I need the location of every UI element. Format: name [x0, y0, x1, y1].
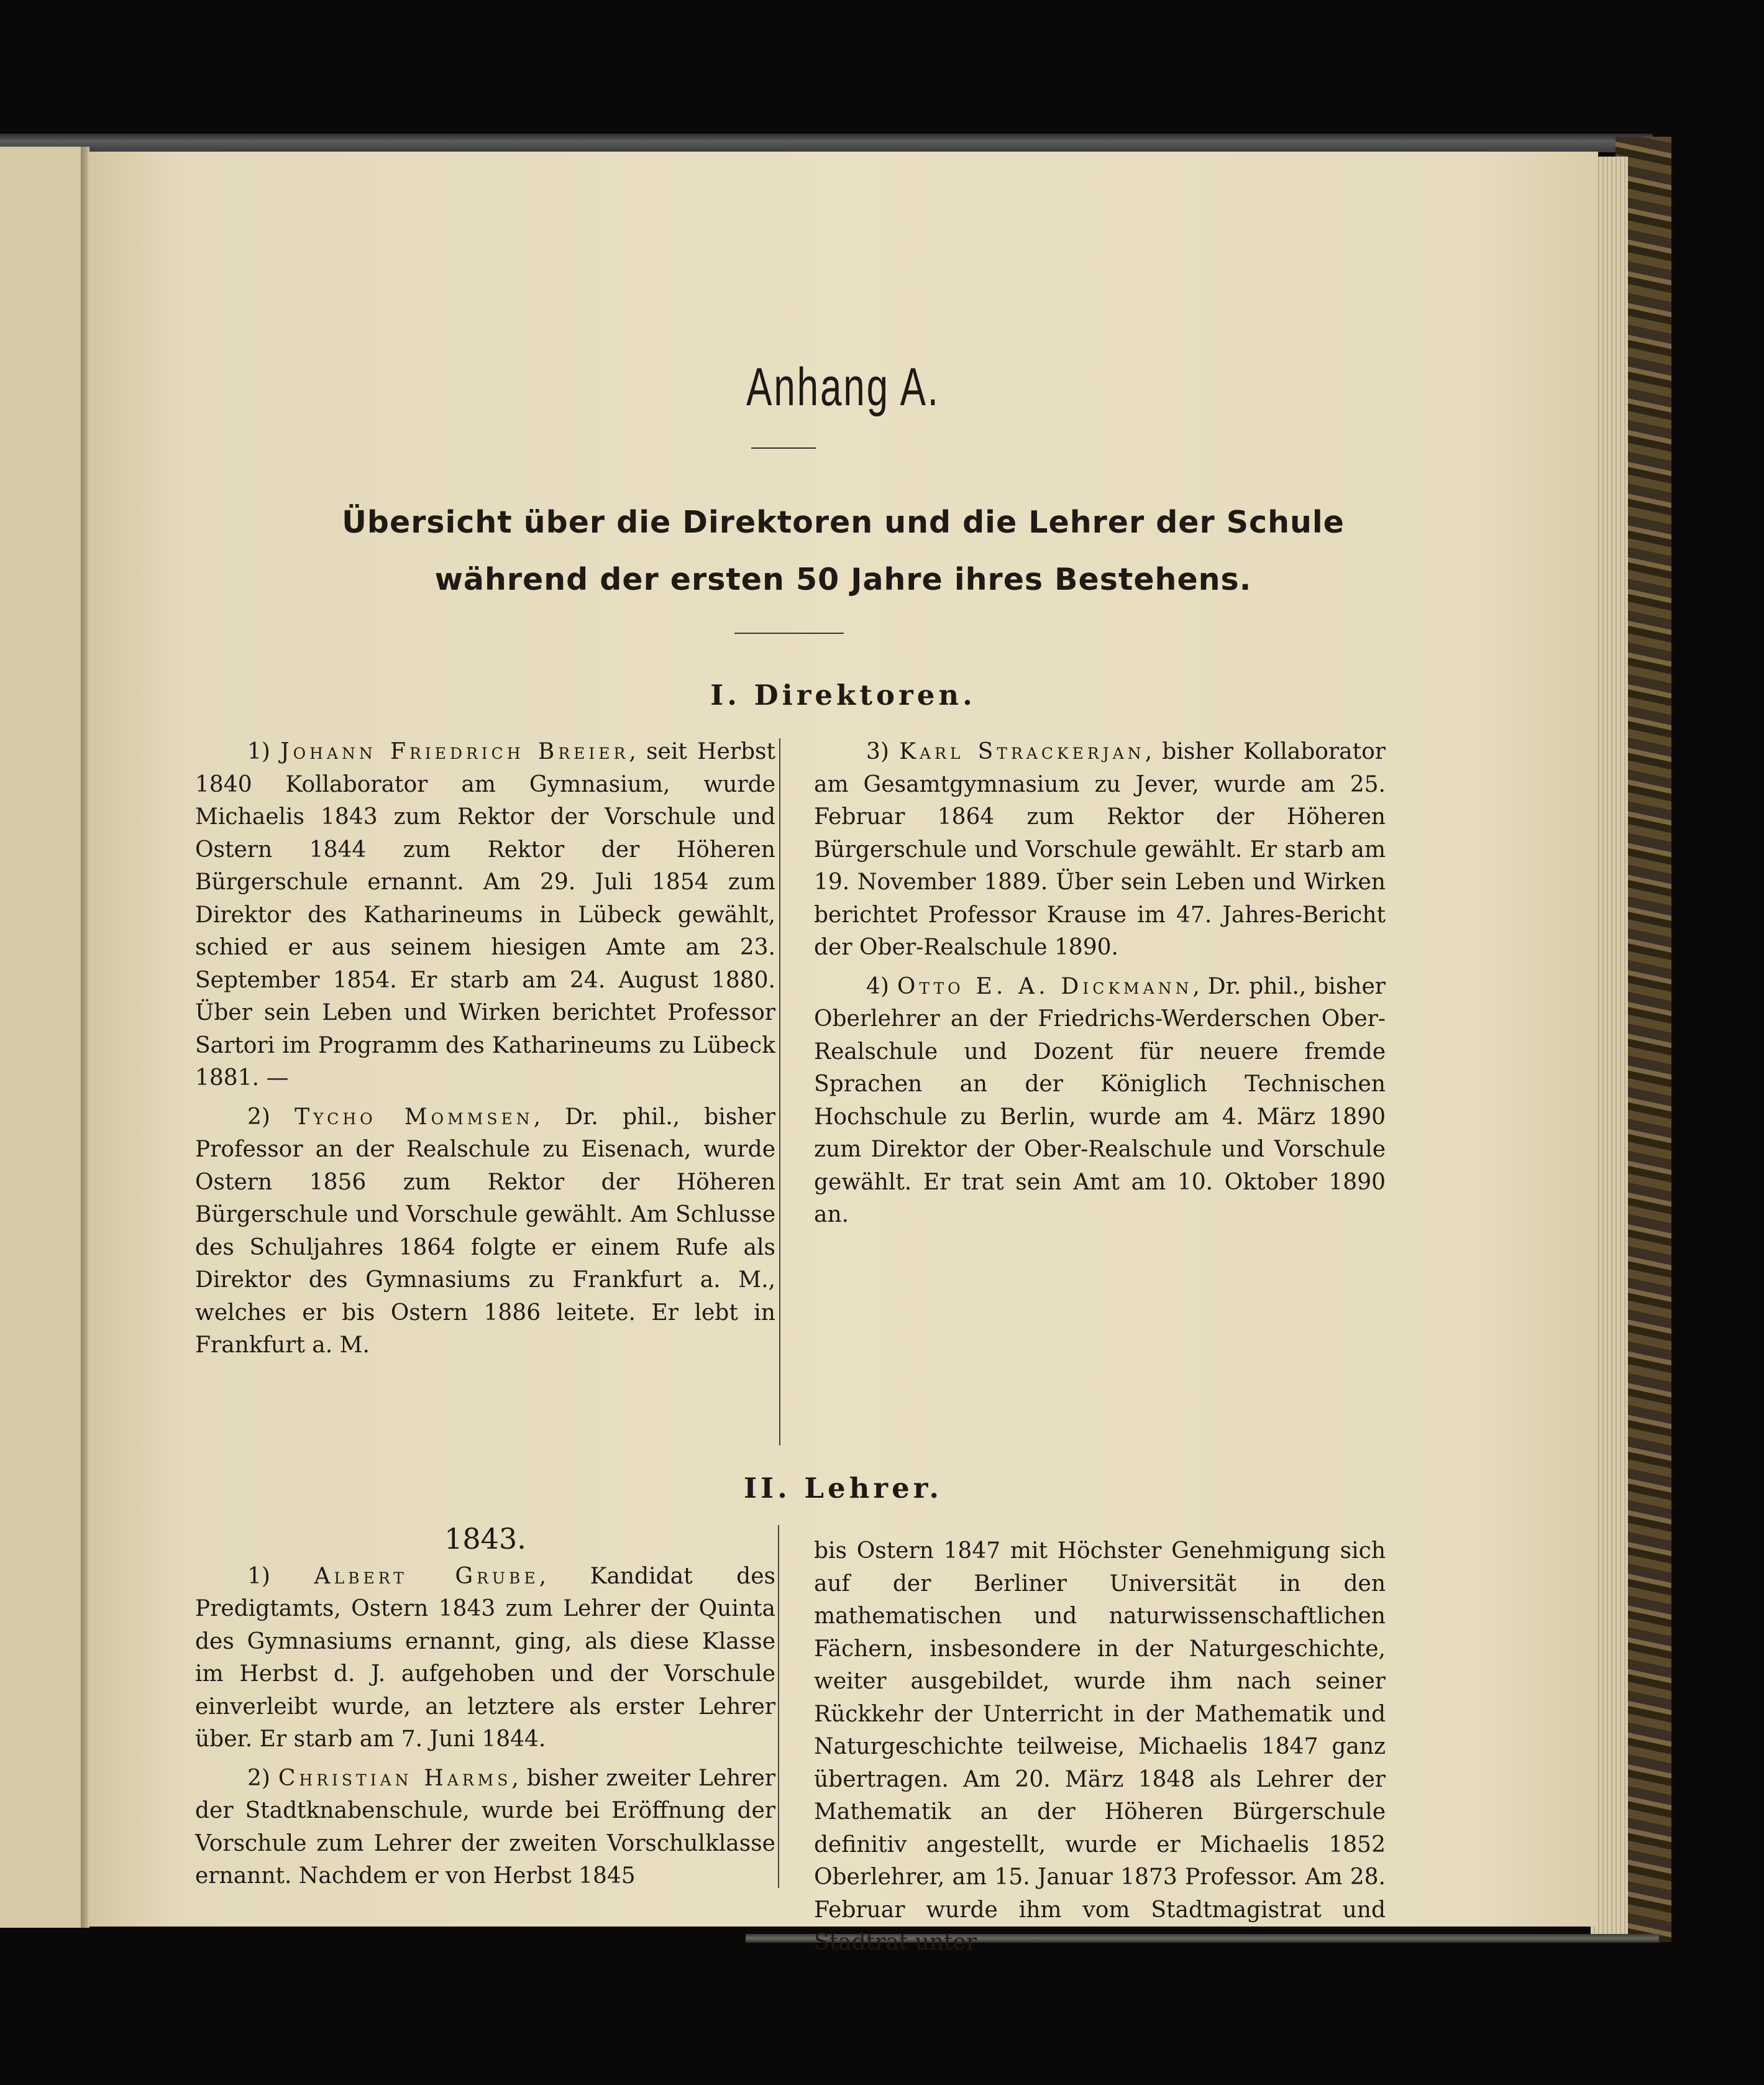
continuation-text: bis Ostern 1847 mit Höchster Genehmigung sich auf der Berliner Universität in den mathematischen und naturwissenschaftlichen Fächern, insbesondere in der Naturgeschichte, weiter ausgebildet, wurde ihm nach seiner Rückkehr der Unterricht in der Mathematik und Naturgeschichte teilweise, Michaelis 1847 ganz übertragen. Am 20. März 1848 als Lehrer der Mathematik an der Höheren Bürgerschule definitiv angestellt, wurde er Michaelis 1852 Oberlehrer, am 15. Januar 1873 Professor. Am 28. Februar wurde ihm vom Stadtmagistrat und Stadtrat unter: [814, 1538, 1386, 1955]
lehrer-right-column: [814, 1535, 1386, 1959]
person-name: Christian Harms: [278, 1765, 512, 1791]
direktor-entry: 2) Tycho Mommsen, Dr. phil., bisher Professor an der Realschule zu Eisenach, wurde Ostern 1856 zum Rektor der Höheren Bürgerschule und Vorschule gewählt. Am Schlusse des Schuljahres 1864 folgte er einem Rufe als Direktor des Gymnasiums zu Frankfurt a. M., welches er bis Ostern 1886 leitete. Er lebt in Frankfurt a. M.: [195, 1104, 775, 1358]
person-name: Albert Grube: [314, 1563, 539, 1589]
right-page: [88, 152, 1598, 1955]
lehrer-entry: 1) Albert Grube, Kandidat des Predigtamts, Ostern 1843 zum Lehrer der Quinta des Gymnasiums ernannt, ging, als diese Klasse im Herbst d. J. aufgehoben und der Vorschule einverleibt wurde, an letztere als erster Lehrer über. Er starb am 7. Juni 1844.: [195, 1563, 776, 1752]
lehrer-left-column: [195, 1523, 775, 1893]
lehrer-entry: 2) Christian Harms, bisher zweiter Lehrer der Stadtknabenschule, wurde bei Eröffnung der Vorschule zum Lehrer der zweiten Vorschulklasse ernannt. Nachdem er von Herbst 1845: [195, 1765, 775, 1889]
person-name: Karl Strackerjan: [899, 739, 1145, 764]
section-heading-direktoren: I. Direktoren.: [710, 679, 976, 712]
left-page: [0, 147, 85, 1928]
title-rule: [751, 447, 816, 449]
year-heading: 1843.: [444, 1522, 526, 1556]
subtitle-line-2: während der ersten 50 Jahre ihres Bestehens.: [434, 562, 1252, 597]
person-name: Tycho Mommsen: [295, 1104, 534, 1130]
section-heading-lehrer: II. Lehrer.: [743, 1472, 943, 1505]
book-spine-top: [0, 134, 1653, 152]
page-title: Anhang A.: [746, 357, 940, 417]
column-divider: [779, 738, 780, 1446]
subtitle-rule: [734, 633, 844, 634]
direktoren-right-column: [814, 736, 1386, 1232]
subtitle-line-1: Übersicht über die Direktoren und die Lehrer der Schule: [342, 505, 1345, 540]
direktoren-left-column: [195, 736, 775, 1362]
person-name: Johann Friedrich Breier: [280, 739, 629, 764]
person-name: Otto E. A. Dickmann: [897, 973, 1193, 999]
direktor-entry: 1) Johann Friedrich Breier, seit Herbst 1840 Kollaborator am Gymnasium, wurde Michaelis 1843 zum Rektor der Vorschule und Ostern 1844 zum Rektor der Höheren Bürgerschule ernannt. Am 29. Juli 1854 zum Direktor des Katharineums in Lübeck gewählt, schied er aus seinem hiesigen Amte am 23. September 1854. Er starb am 24. August 1880. Über sein Leben und Wirken berichtet Professor Sartori im Programm des Katharineums zu Lübeck 1881. —: [195, 739, 775, 1091]
direktor-entry: 4) Otto E. A. Dickmann, Dr. phil., bisher Oberlehrer an der Friedrichs-Werderschen Ober-Realschule und Dozent für neuere fremde Sprachen an der Königlich Technischen Hochschule zu Berlin, wurde am 4. März 1890 zum Direktor der Ober-Realschule und Vorschule gewählt. Er trat sein Amt am 10. Oktober 1890 an.: [814, 973, 1386, 1227]
column-divider: [778, 1525, 779, 1888]
direktor-entry: 3) Karl Strackerjan, bisher Kollaborator am Gesamtgymnasium zu Jever, wurde am 25. Februar 1864 zum Rektor der Höheren Bürgerschule und Vorschule gewählt. Er starb am 19. November 1889. Über sein Leben und Wirken berichtet Professor Krause im 47. Jahres-Bericht der Ober-Realschule 1890.: [814, 739, 1386, 960]
